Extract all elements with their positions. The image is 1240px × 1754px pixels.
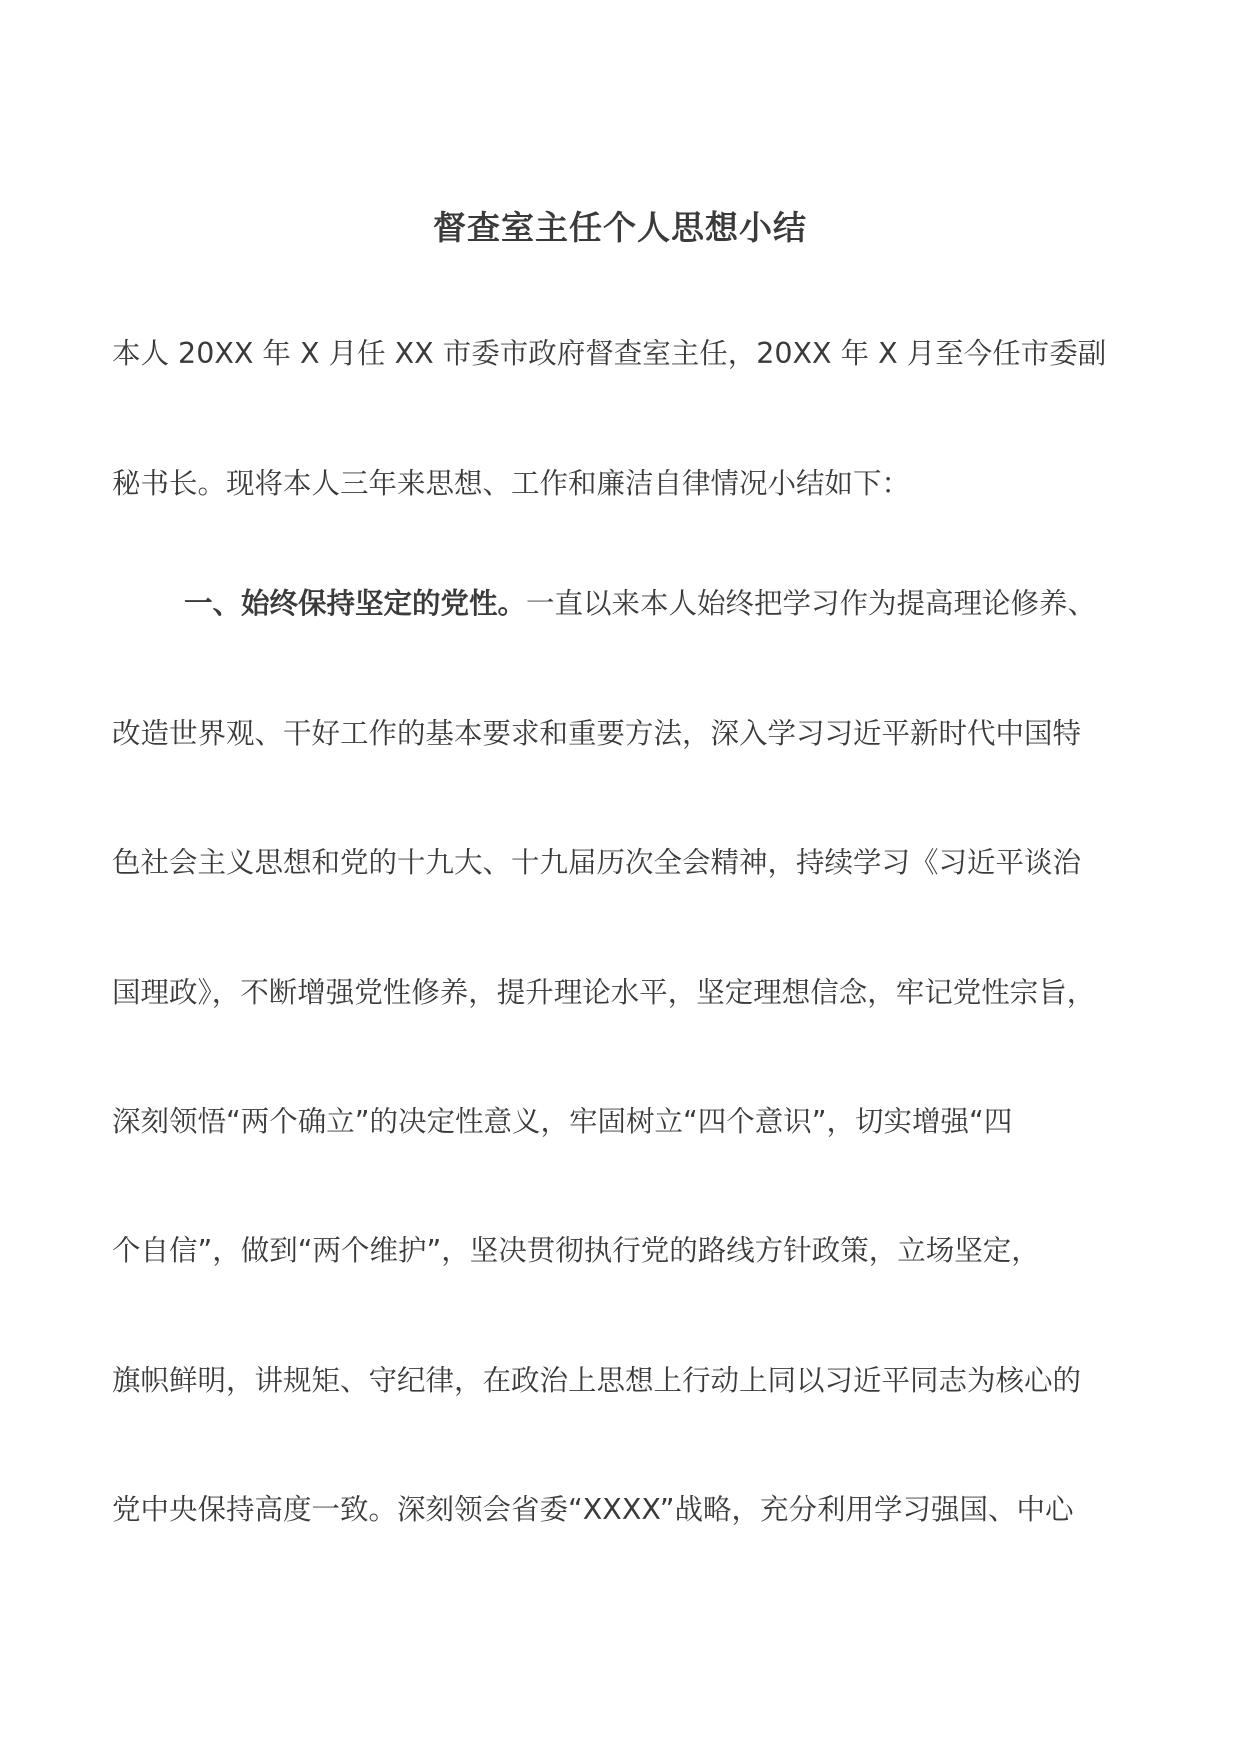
section1-line-6: 个自信”，做到“两个维护”，坚决贯彻执行党的路线方针政策，立场坚定， — [112, 1234, 1040, 1267]
section1-first-line-text: 一直以来本人始终把学习作为提高理论修养、 — [526, 587, 1097, 620]
section1-line-8: 党中央保持高度一致。深刻领会省委“XXXX”战略，充分利用学习强国、中心 — [112, 1493, 1074, 1526]
intro-line-2: 秘书长。现将本人三年来思想、工作和廉洁自律情况小结如下： — [112, 467, 911, 500]
section1-line-3: 色社会主义思想和党的十九大、十九届历次全会精神，持续学习《习近平谈治 — [112, 846, 1082, 879]
section1-line-2: 改造世界观、干好工作的基本要求和重要方法，深入学习习近平新时代中国特 — [112, 717, 1082, 750]
section1-first-line — [184, 584, 1234, 624]
document-title: 督查室主任个人思想小结 — [433, 208, 807, 247]
intro-line-1: 本人 20XX 年 X 月任 XX 市委市政府督查室主任，20XX 年 X 月至今任市委副 — [112, 337, 1107, 370]
section1-line-4: 国理政》，不断增强党性修养，提升理论水平，坚定理想信念，牢记党性宗旨， — [112, 976, 1096, 1009]
section1-line-7: 旗帜鲜明，讲规矩、守纪律，在政治上思想上行动上同以习近平同志为核心的 — [112, 1364, 1082, 1397]
section1-line-5: 深刻领悟“两个确立”的决定性意义，牢固树立“四个意识”，切实增强“四 — [112, 1105, 1013, 1138]
section1-heading: 一、始终保持坚定的党性。 — [184, 587, 527, 620]
